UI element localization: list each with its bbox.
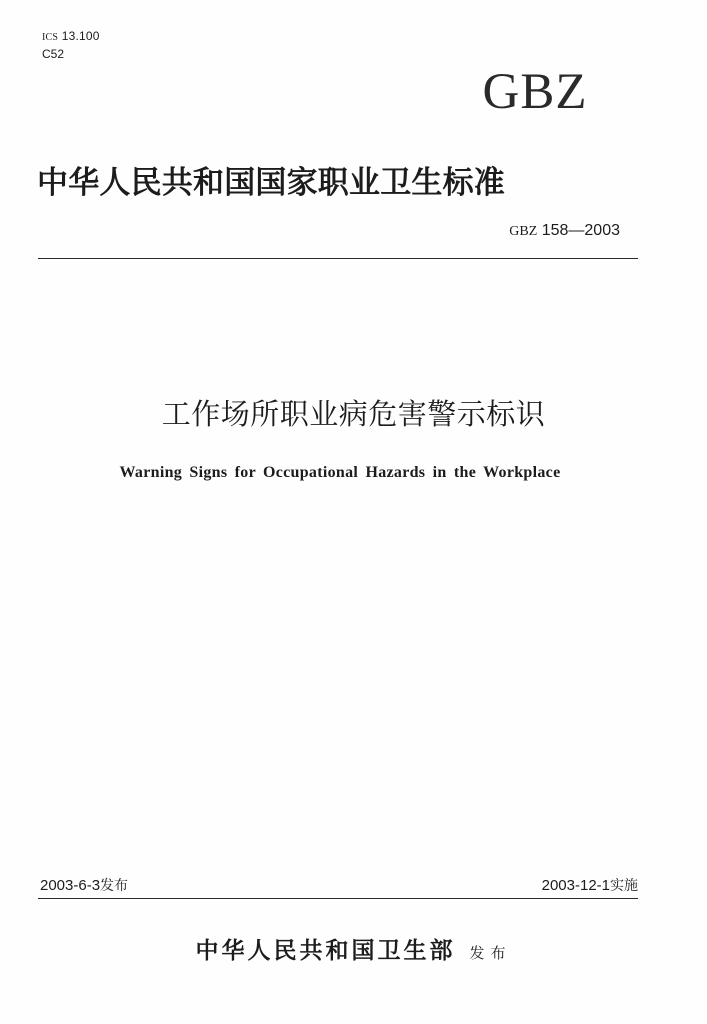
ics-number: 13.100	[61, 29, 100, 43]
standard-code: 158—2003	[541, 222, 620, 239]
publisher-name: 中华人民共和国卫生部	[195, 938, 456, 964]
ccs-code: C52	[42, 47, 65, 61]
issue-date-label: 发布	[100, 878, 129, 894]
ics-code	[42, 28, 100, 46]
gbz-logo: GBZ	[482, 64, 588, 120]
publisher-action: 发布	[469, 944, 512, 962]
standard-prefix: GBZ	[509, 224, 538, 239]
ics-prefix: ICS	[42, 32, 59, 43]
document-title-english: Warning Signs for Occupational Hazards in the Workplace	[119, 464, 561, 481]
implementation-date	[440, 876, 638, 896]
bottom-divider	[38, 898, 638, 899]
document-title-chinese: 工作场所职业病危害警示标识	[161, 397, 546, 431]
top-divider	[38, 258, 638, 259]
issue-date-value: 2003-6-3	[40, 877, 101, 894]
issuing-authority-title: 中华人民共和国国家职业卫生标准	[37, 165, 505, 201]
standard-number	[480, 220, 620, 243]
implementation-date-label: 实施	[610, 878, 638, 894]
issue-date	[40, 876, 128, 896]
implementation-date-value: 2003-12-1	[541, 877, 610, 894]
publisher	[120, 932, 587, 965]
